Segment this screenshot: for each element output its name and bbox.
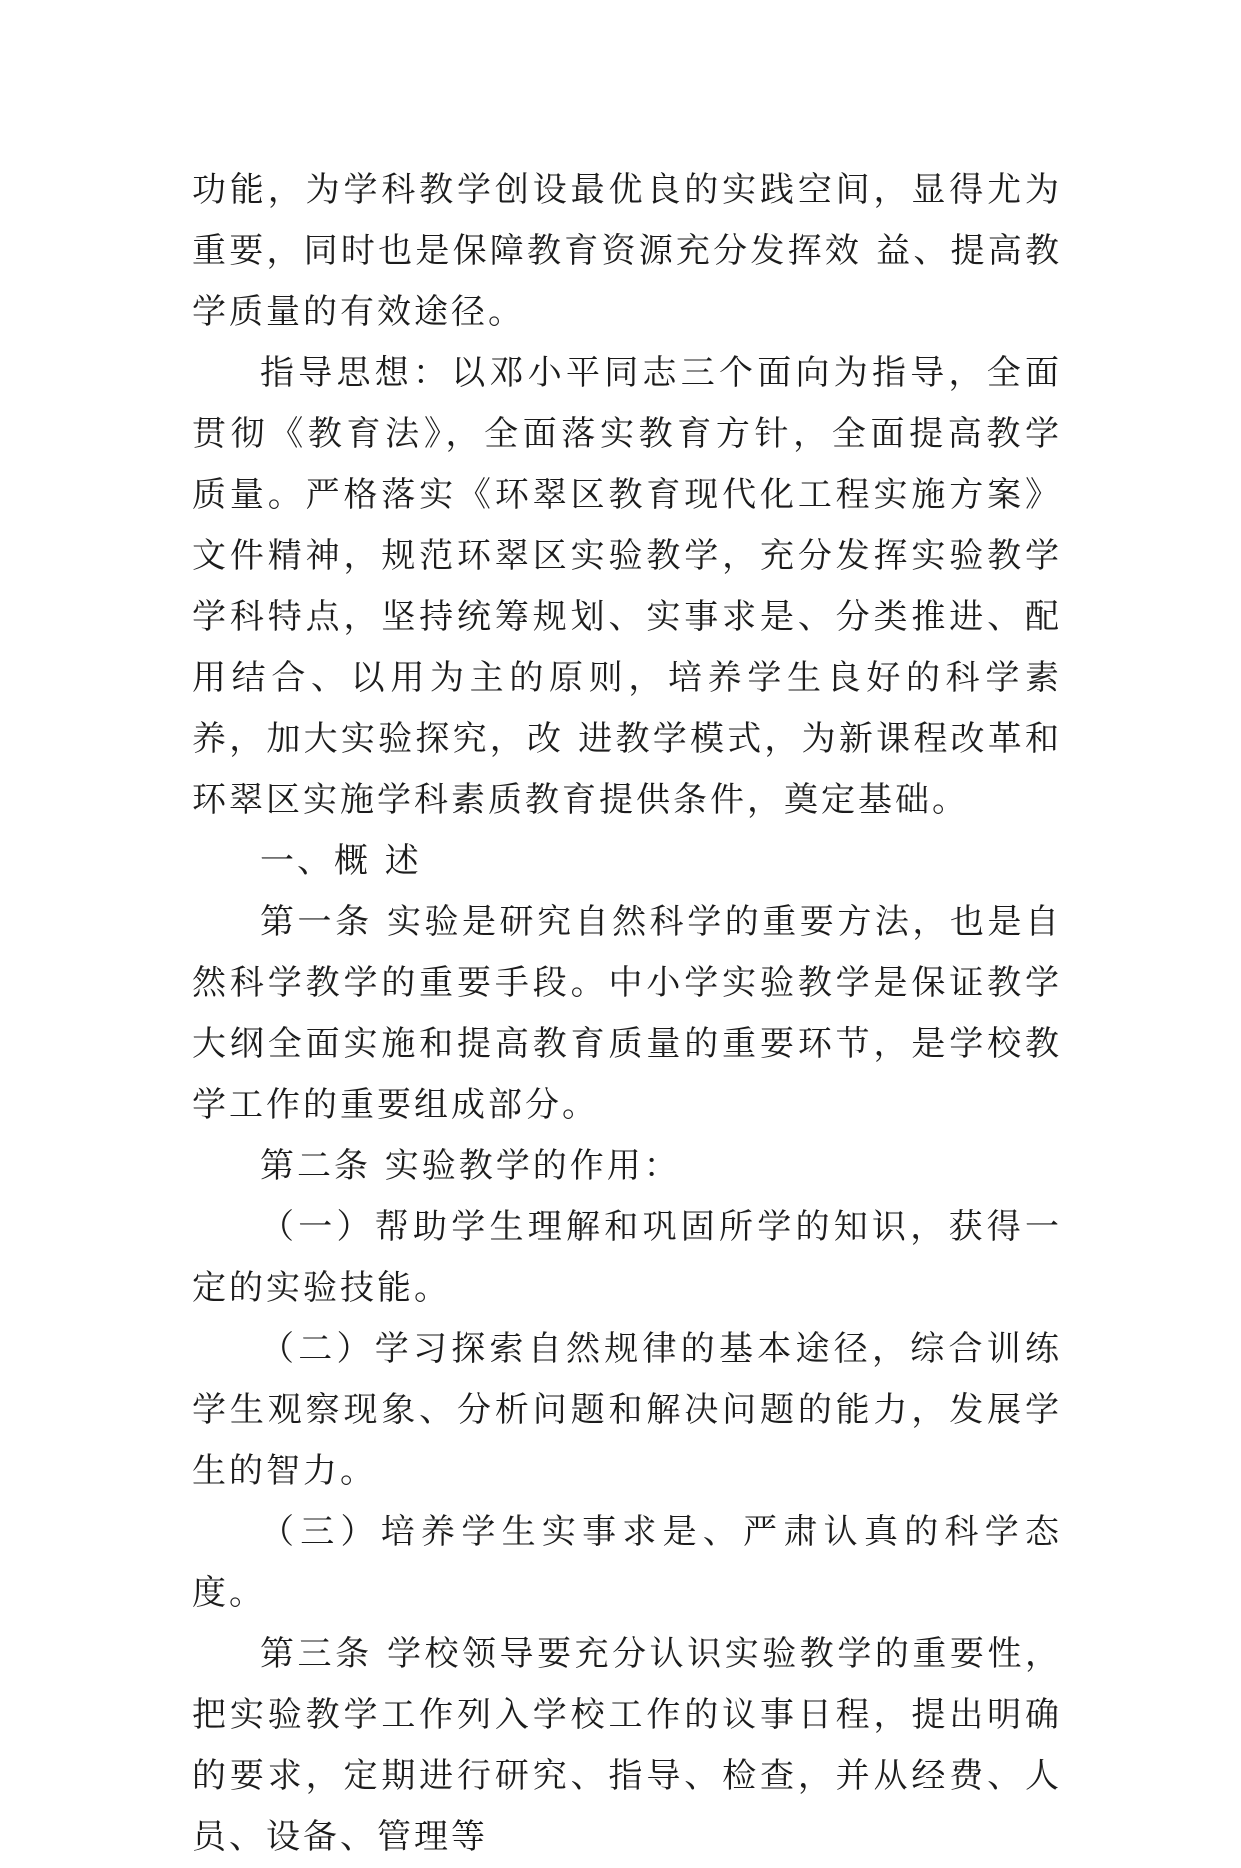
paragraph-article-3: 第三条 学校领导要充分认识实验教学的重要性，把实验教学工作列入学校工作的议事日程，提出明确的要求，定期进行研究、指导、检查，并从经费、人员、设备、管理等 bbox=[192, 1634, 1062, 1857]
section-heading-overview: 一、概 述 bbox=[260, 841, 422, 881]
paragraph-item-3: （三）培养学生实事求是、严肃认真的科学态度。 bbox=[192, 1512, 1062, 1613]
paragraph-article-2: 第二条 实验教学的作用： bbox=[260, 1146, 681, 1186]
paragraph-item-1: （一）帮助学生理解和巩固所学的知识，获得一定的实验技能。 bbox=[192, 1207, 1062, 1308]
paragraph-intro-continuation: 功能，为学科教学创设最优良的实践空间，显得尤为重要，同时也是保障教育资源充分发挥效 益、提高教学质量的有效途径。 bbox=[192, 170, 1062, 332]
paragraph-article-1: 第一条 实验是研究自然科学的重要方法，也是自然科学教学的重要手段。中小学实验教学是保证教学大纲全面实施和提高教育质量的重要环节，是学校教学工作的重要组成部分。 bbox=[192, 902, 1062, 1125]
paragraph-item-2: （二）学习探索自然规律的基本途径，综合训练学生观察现象、分析问题和解决问题的能力，发展学生的智力。 bbox=[192, 1329, 1062, 1491]
paragraph-guiding-ideology: 指导思想：以邓小平同志三个面向为指导，全面贯彻《教育法》，全面落实教育方针，全面提高教学质量。严格落实《环翠区教育现代化工程实施方案》文件精神，规范环翠区实验教学，充分发挥实验教学学科特点，坚持统筹规划、实事求是、分类推进、配用结合、以用为主的原则，培养学生良好的科学素养，加大实验探究，改 进教学模式，为新课程改革和环翠区实施学科素质教育提供条件，奠定基础。 bbox=[192, 353, 1062, 820]
document-body bbox=[192, 160, 1062, 1868]
